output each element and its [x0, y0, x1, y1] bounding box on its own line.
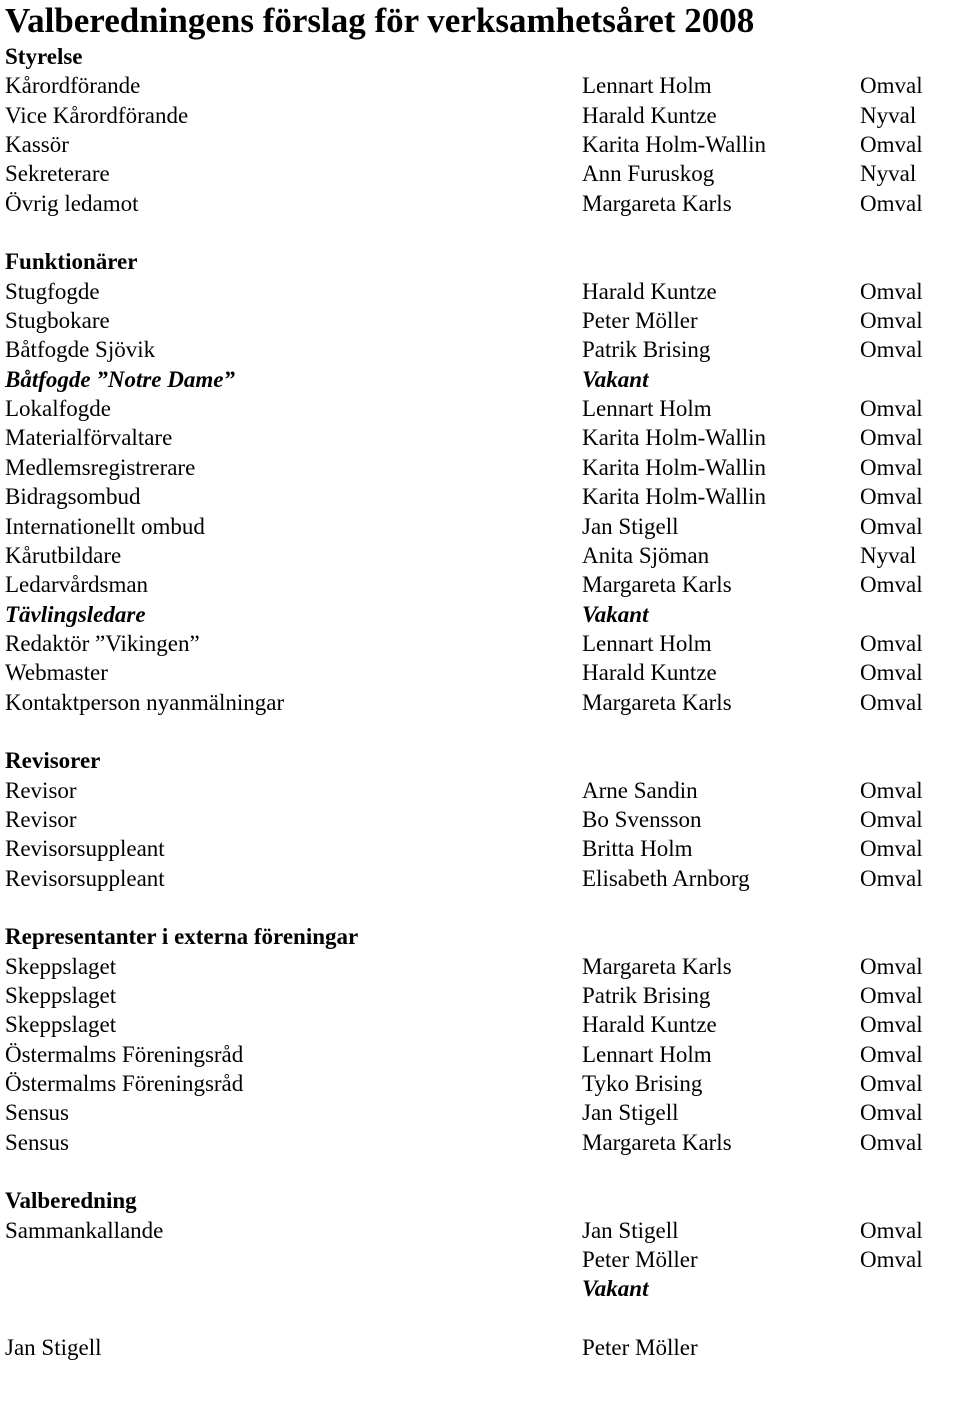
table-row	[5, 658, 955, 687]
person-name: Margareta Karls	[582, 1129, 732, 1155]
table-row	[5, 306, 955, 335]
table-row	[5, 159, 955, 188]
table-row-vacant	[5, 1274, 955, 1303]
election-status: Omval	[860, 73, 923, 99]
person-name: Margareta Karls	[582, 689, 732, 715]
table-row	[5, 834, 955, 863]
role-label: Kontaktperson nyanmälningar	[5, 689, 285, 715]
document-title: Valberedningens förslag för verksamhetsåret 2008	[5, 1, 755, 40]
election-status: Omval	[860, 660, 923, 686]
section-spacer	[5, 218, 955, 247]
election-status: Omval	[860, 572, 923, 598]
role-label: Materialförvaltare	[5, 425, 173, 451]
section-spacer	[5, 1304, 955, 1333]
role-label: Stugfogde	[5, 278, 100, 304]
role-label: Östermalms Föreningsråd	[5, 1041, 244, 1067]
election-status: Omval	[860, 425, 923, 451]
election-status: Omval	[860, 689, 923, 715]
signature-left: Jan Stigell	[5, 1335, 102, 1361]
table-row	[5, 394, 955, 423]
election-status: Omval	[860, 1129, 923, 1155]
signature-line	[5, 1333, 955, 1362]
role-label: Båtfogde Sjövik	[5, 337, 156, 363]
section-spacer	[5, 893, 955, 922]
election-status: Omval	[860, 953, 923, 979]
role-label: Webmaster	[5, 660, 108, 686]
role-label: Revisorsuppleant	[5, 836, 165, 862]
table-row	[5, 335, 955, 364]
person-name: Tyko Brising	[582, 1071, 703, 1097]
election-status: Omval	[860, 1100, 923, 1126]
election-status: Omval	[860, 865, 923, 891]
table-row	[5, 1216, 955, 1245]
person-name: Peter Möller	[582, 1247, 698, 1273]
role-label: Tävlingsledare	[5, 601, 146, 627]
table-row	[5, 1245, 955, 1274]
person-name: Karita Holm-Wallin	[582, 132, 767, 158]
person-name: Anita Sjöman	[582, 542, 710, 568]
section-heading: Representanter i externa föreningar	[5, 924, 359, 950]
person-name: Jan Stigell	[582, 513, 679, 539]
table-row	[5, 1128, 955, 1157]
person-name: Arne Sandin	[582, 777, 698, 803]
section-heading: Funktionärer	[5, 249, 138, 275]
person-name: Elisabeth Arnborg	[582, 865, 750, 891]
election-status: Omval	[860, 1247, 923, 1273]
election-status: Omval	[860, 132, 923, 158]
section-valberedning	[5, 1186, 955, 1303]
election-status: Omval	[860, 454, 923, 480]
table-row	[5, 805, 955, 834]
election-status: Omval	[860, 1041, 923, 1067]
section-spacer	[5, 1157, 955, 1186]
election-status: Omval	[860, 337, 923, 363]
vacant-label: Vakant	[582, 366, 649, 392]
section-heading: Styrelse	[5, 44, 83, 69]
election-status: Nyval	[860, 161, 917, 187]
table-row	[5, 776, 955, 805]
table-row	[5, 71, 955, 100]
person-name: Margareta Karls	[582, 572, 732, 598]
role-label: Skeppslaget	[5, 953, 117, 979]
person-name: Bo Svensson	[582, 806, 702, 832]
section-representanter	[5, 922, 955, 1157]
election-status: Omval	[860, 1012, 923, 1038]
election-status: Omval	[860, 396, 923, 422]
table-row	[5, 482, 955, 511]
election-status: Nyval	[860, 102, 917, 128]
election-status: Omval	[860, 630, 923, 656]
role-label: Ledarvårdsman	[5, 572, 149, 598]
table-row	[5, 512, 955, 541]
role-label: Skeppslaget	[5, 1012, 117, 1038]
person-name: Peter Möller	[582, 308, 698, 334]
role-label: Bidragsombud	[5, 484, 141, 510]
election-status: Omval	[860, 308, 923, 334]
table-row	[5, 688, 955, 717]
role-label: Redaktör ”Vikingen”	[5, 630, 200, 656]
table-row	[5, 864, 955, 893]
section-heading: Revisorer	[5, 748, 101, 774]
person-name: Lennart Holm	[582, 1041, 712, 1067]
person-name: Harald Kuntze	[582, 278, 717, 304]
person-name: Karita Holm-Wallin	[582, 454, 767, 480]
table-row	[5, 1069, 955, 1098]
section-heading: Valberedning	[5, 1188, 137, 1214]
role-label: Sammankallande	[5, 1217, 164, 1243]
person-name: Margareta Karls	[582, 190, 732, 216]
role-label: Övrig ledamot	[5, 190, 139, 216]
vacant-label: Vakant	[582, 601, 649, 627]
role-label: Revisorsuppleant	[5, 865, 165, 891]
section-styrelse	[5, 42, 955, 218]
signature-right: Peter Möller	[582, 1335, 698, 1361]
table-row	[5, 101, 955, 130]
table-row	[5, 1010, 955, 1039]
role-label: Östermalms Föreningsråd	[5, 1071, 244, 1097]
election-status: Omval	[860, 806, 923, 832]
role-label: Stugbokare	[5, 308, 110, 334]
election-status: Omval	[860, 278, 923, 304]
table-row-vacant	[5, 600, 955, 629]
person-name: Patrik Brising	[582, 337, 711, 363]
section-funktionarer	[5, 247, 955, 717]
person-name: Karita Holm-Wallin	[582, 484, 767, 510]
election-status: Omval	[860, 484, 923, 510]
person-name: Margareta Karls	[582, 953, 732, 979]
role-label: Revisor	[5, 777, 77, 803]
person-name: Ann Furuskog	[582, 161, 715, 187]
election-status: Omval	[860, 836, 923, 862]
role-label: Skeppslaget	[5, 983, 117, 1008]
document	[5, 0, 955, 1362]
election-status: Omval	[860, 1071, 923, 1097]
person-name: Lennart Holm	[582, 630, 712, 656]
table-row	[5, 130, 955, 159]
person-name: Britta Holm	[582, 836, 693, 862]
table-row	[5, 189, 955, 218]
table-row	[5, 277, 955, 306]
role-label: Medlemsregistrerare	[5, 454, 196, 480]
role-label: Kårutbildare	[5, 542, 122, 568]
election-status: Omval	[860, 513, 923, 539]
person-name: Jan Stigell	[582, 1100, 679, 1126]
election-status: Omval	[860, 983, 923, 1008]
person-name: Jan Stigell	[582, 1217, 679, 1243]
role-label: Kårordförande	[5, 73, 141, 99]
vacant-label: Vakant	[582, 1276, 649, 1302]
election-status: Nyval	[860, 542, 917, 568]
person-name: Harald Kuntze	[582, 660, 717, 686]
table-row	[5, 453, 955, 482]
person-name: Patrik Brising	[582, 983, 711, 1008]
role-label: Lokalfogde	[5, 396, 112, 422]
role-label: Kassör	[5, 132, 69, 158]
table-row	[5, 629, 955, 658]
role-label: Båtfogde ”Notre Dame”	[5, 366, 235, 392]
table-row	[5, 541, 955, 570]
person-name: Harald Kuntze	[582, 102, 717, 128]
role-label: Sensus	[5, 1129, 69, 1155]
section-spacer	[5, 717, 955, 746]
role-label: Internationellt ombud	[5, 513, 205, 539]
table-row	[5, 981, 955, 1010]
role-label: Vice Kårordförande	[5, 102, 189, 128]
table-row	[5, 570, 955, 599]
election-status: Omval	[860, 1217, 923, 1243]
role-label: Sekreterare	[5, 161, 110, 187]
table-row	[5, 952, 955, 981]
role-label: Sensus	[5, 1100, 69, 1126]
person-name: Lennart Holm	[582, 73, 712, 99]
table-row-vacant	[5, 365, 955, 394]
table-row	[5, 1098, 955, 1127]
person-name: Harald Kuntze	[582, 1012, 717, 1038]
role-label: Revisor	[5, 806, 77, 832]
election-status: Omval	[860, 190, 923, 216]
table-row	[5, 1040, 955, 1069]
person-name: Lennart Holm	[582, 396, 712, 422]
election-status: Omval	[860, 777, 923, 803]
person-name: Karita Holm-Wallin	[582, 425, 767, 451]
table-row	[5, 423, 955, 452]
section-revisorer	[5, 746, 955, 893]
